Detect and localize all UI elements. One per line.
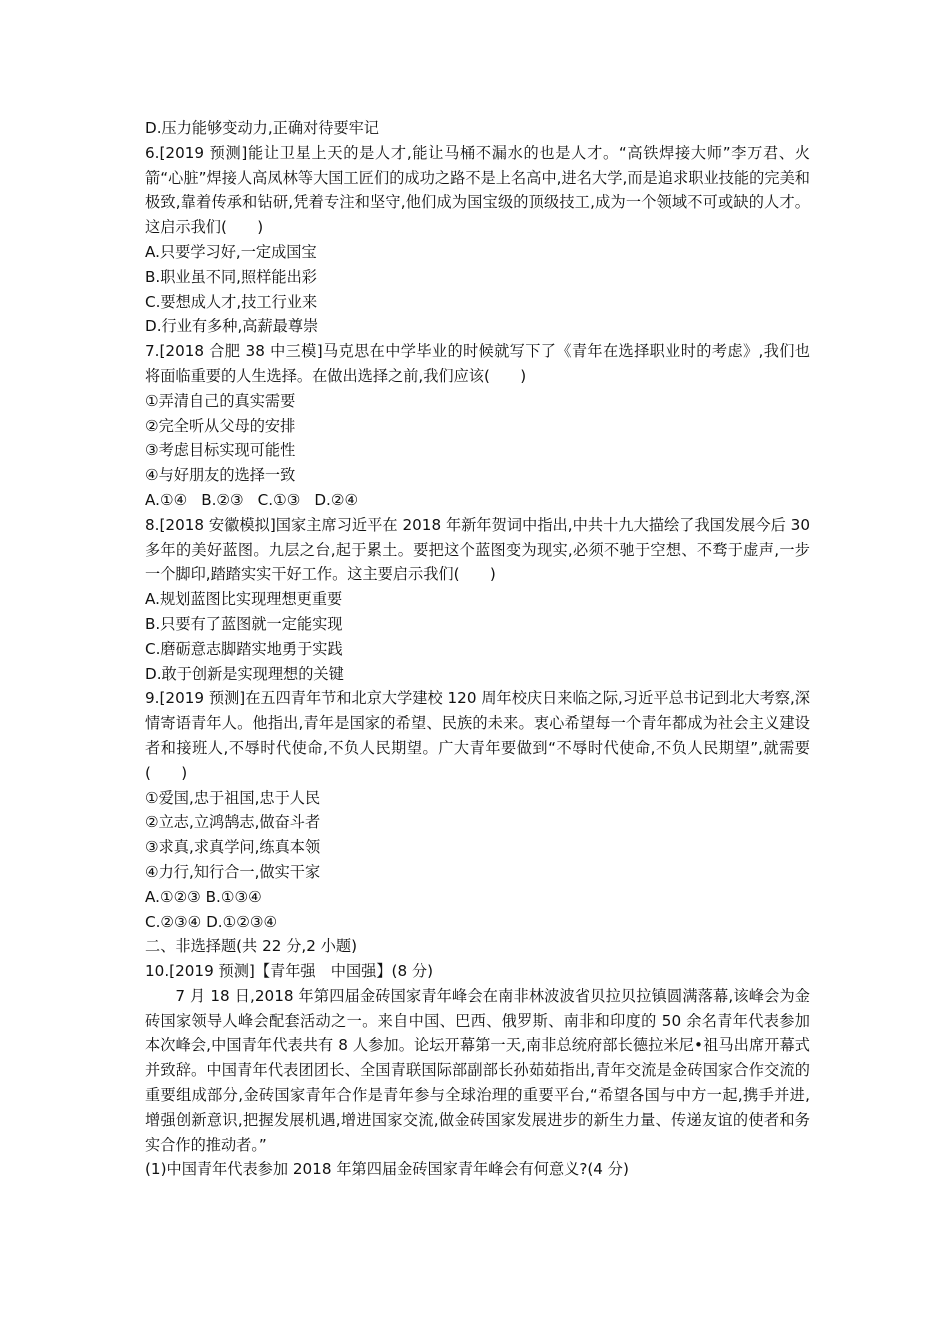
q6-option-d: D.行业有多种,高薪最尊崇 xyxy=(145,317,319,336)
q7-option-c: C.①③ xyxy=(257,490,301,509)
q9-item-3: ③求真,求真学问,练真本领 xyxy=(145,838,321,857)
q6-option-a: A.只要学习好,一定成国宝 xyxy=(145,242,317,261)
q9-item-2: ②立志,立鸿鹄志,做奋斗者 xyxy=(145,813,321,832)
q8-option-b: B.只要有了蓝图就一定能实现 xyxy=(145,614,343,633)
q7-item-3: ③考虑目标实现可能性 xyxy=(145,441,296,460)
q7-options xyxy=(145,488,810,513)
exam-content xyxy=(145,116,810,1182)
q8-option-d: D.敢于创新是实现理想的关键 xyxy=(145,664,344,683)
q8-option-c: C.磨砺意志脚踏实地勇于实践 xyxy=(145,639,343,658)
q9-stem: 9.[2019 预测]在五四青年节和北京大学建校 120 周年校庆日来临之际,习近平总书记到北大考察,深情寄语青年人。他指出,青年是国家的希望、民族的未来。衷心希望每一个青年都成为社会主义建设者和接班人,不辱时代使命,不负人民期望。广大青年要做到“不辱时代使命,不负人民期望”,就需要( ) xyxy=(145,689,810,782)
q7-option-a: A.①④ xyxy=(145,490,188,509)
q5-option-d: D.压力能够变动力,正确对待要牢记 xyxy=(145,119,379,137)
q6-stem: 6.[2019 预测]能让卫星上天的是人才,能让马桶不漏水的也是人才。“高铁焊接大师”李万君、火箭“心脏”焊接人高凤林等大国工匠们的成功之路不是上名高中,进名大学,而是追求职业技能的完美和极致,靠着传承和钻研,凭着专注和坚守,他们成为国宝级的顶级技工,成为一个领域不可或缺的人才。这启示我们( ) xyxy=(145,143,810,237)
q10-passage: 7 月 18 日,2018 年第四届金砖国家青年峰会在南非林波波省贝拉贝拉镇圆满落幕,该峰会为金砖国家领导人峰会配套活动之一。来自中国、巴西、俄罗斯、南非和印度的 50 余名青年代表参加本次峰会,中国青年代表共有 8 人参加。论坛开幕第一天,南非总统府部长德拉米尼•祖马出席开幕式并致辞。中国青年代表团团长、全国青联国际部副部长孙茹茹指出,青年交流是金砖国家合作交流的重要组成部分,金砖国家青年合作是青年参与全球治理的重要平台,“希望各国与中方一起,携手并进,增强创新意识,把握发展机遇,增进国家交流,做金砖国家发展进步的新生力量、传递友谊的使者和务实合作的推动者。” xyxy=(145,986,810,1154)
q8-stem: 8.[2018 安徽模拟]国家主席习近平在 2018 年新年贺词中指出,中共十九大描绘了我国发展今后 30 多年的美好蓝图。九层之台,起于累土。要把这个蓝图变为现实,必须不驰于空想、不骛于虚声,一步一个脚印,踏踏实实干好工作。这主要启示我们( ) xyxy=(145,515,810,584)
q10-subquestion-1: (1)中国青年代表参加 2018 年第四届金砖国家青年峰会有何意义?(4 分) xyxy=(145,1160,629,1179)
q8-option-a: A.规划蓝图比实现理想更重要 xyxy=(145,590,343,609)
q9-options-line-2: C.②③④ D.①②③④ xyxy=(145,912,278,931)
q7-item-4: ④与好朋友的选择一致 xyxy=(145,466,296,485)
q6-option-b: B.职业虽不同,照样能出彩 xyxy=(145,267,317,286)
q7-item-1: ①弄清自己的真实需要 xyxy=(145,391,296,410)
q7-item-2: ②完全听从父母的安排 xyxy=(145,416,296,435)
section-2-heading: 二、非选择题(共 22 分,2 小题) xyxy=(145,937,358,956)
q9-item-4: ④力行,知行合一,做实干家 xyxy=(145,862,321,881)
q9-options-line-1: A.①②③ B.①③④ xyxy=(145,887,262,906)
q10-title: 10.[2019 预测]【青年强 中国强】(8 分) xyxy=(145,962,434,981)
q7-option-d: D.②④ xyxy=(314,490,359,509)
q7-option-b: B.②③ xyxy=(201,490,244,509)
q7-stem: 7.[2018 合肥 38 中三模]马克思在中学毕业的时候就写下了《青年在选择职业时的考虑》,我们也将面临重要的人生选择。在做出选择之前,我们应该( ) xyxy=(145,342,810,385)
q6-option-c: C.要想成人才,技工行业来 xyxy=(145,292,318,311)
q9-item-1: ①爱国,忠于祖国,忠于人民 xyxy=(145,788,321,807)
